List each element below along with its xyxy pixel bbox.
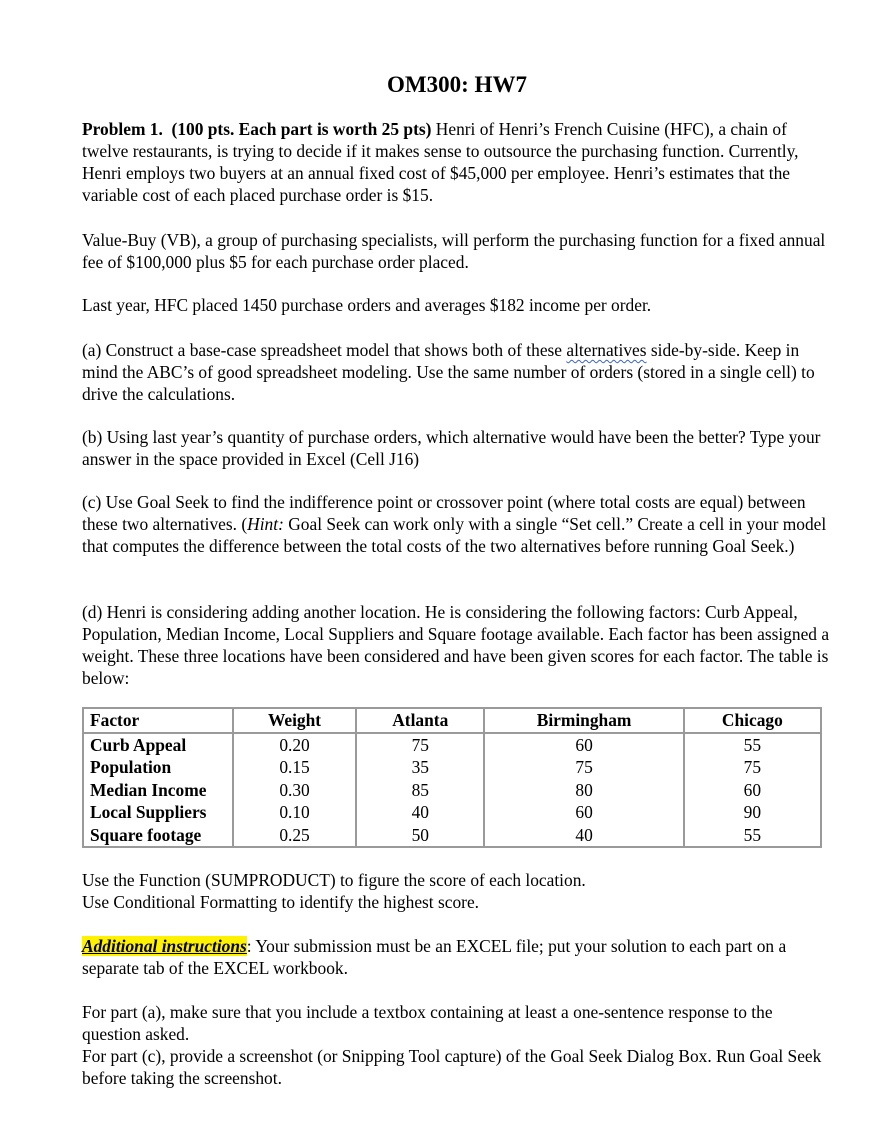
table-row	[83, 801, 821, 824]
factor-cell: Local Suppliers	[83, 801, 233, 824]
chicago-cell: 55	[684, 824, 821, 848]
sumproduct-instruction: Use the Function (SUMPRODUCT) to figure the score of each location.	[82, 870, 586, 890]
header-weight: Weight	[233, 708, 356, 733]
part-c-paragraph	[82, 491, 832, 557]
atlanta-cell: 35	[356, 756, 484, 779]
chicago-cell: 75	[684, 756, 821, 779]
birmingham-cell: 60	[484, 733, 683, 757]
hint-label: Hint:	[247, 514, 284, 534]
value-buy-paragraph: Value-Buy (VB), a group of purchasing specialists, will perform the purchasing function for a fixed annual fee of $100,000 plus $5 for each purchase order placed.	[82, 230, 826, 272]
atlanta-cell: 85	[356, 779, 484, 802]
weight-cell: 0.25	[233, 824, 356, 848]
weight-cell: 0.15	[233, 756, 356, 779]
last-year-paragraph: Last year, HFC placed 1450 purchase orders and averages $182 income per order.	[82, 295, 652, 315]
header-chicago: Chicago	[684, 708, 821, 733]
part-a-text-end: side-by-side. Keep in mind the ABC’s of good spreadsheet modeling. Use the same number of orders (stored in a single cell) to drive the calculations.	[82, 340, 815, 404]
part-c-text-end: Goal Seek can work only with a single “Set cell.” Create a cell in your model that computes the difference between the total costs of the two alternatives before running Goal Seek.)	[82, 514, 827, 556]
table-row	[83, 779, 821, 802]
factor-cell: Curb Appeal	[83, 733, 233, 757]
page-title: OM300: HW7	[387, 72, 527, 97]
atlanta-cell: 40	[356, 801, 484, 824]
birmingham-cell: 75	[484, 756, 683, 779]
part-d-paragraph: (d) Henri is considering adding another location. He is considering the following factors: Curb Appeal, Population, Median Income, Local Suppliers and Square footage available. Each factor has been assigned a weight. These three locations have been considered and have been given scores for each factor. The table is below:	[82, 602, 830, 688]
part-c-text-start: (c) Use Goal Seek to find the indifference point or crossover point (where total costs are equal) between these two alternatives. (	[82, 492, 806, 534]
atlanta-cell: 75	[356, 733, 484, 757]
part-a-note: For part (a), make sure that you include a textbox containing at least a one-sentence response to the question asked.	[82, 1002, 773, 1044]
chicago-cell: 55	[684, 733, 821, 757]
problem-body: Henri of Henri’s French Cuisine (HFC), a chain of twelve restaurants, is trying to decide if it makes sense to outsource the purchasing function. Currently, Henri employs two buyers at an annual fixed cost of $45,000 per employee. Henri’s estimates that the variable cost of each placed purchase order is $15.	[82, 119, 799, 205]
problem-1-paragraph	[82, 118, 832, 206]
part-a-text-start: (a) Construct a base-case spreadsheet model that shows both of these	[82, 340, 567, 360]
problem-label: Problem 1.	[82, 119, 163, 139]
part-c-note: For part (c), provide a screenshot (or Snipping Tool capture) of the Goal Seek Dialog Box. Run Goal Seek before taking the screenshot.	[82, 1046, 822, 1088]
conditional-formatting-instruction: Use Conditional Formatting to identify the highest score.	[82, 892, 480, 912]
header-birmingham: Birmingham	[484, 708, 683, 733]
birmingham-cell: 40	[484, 824, 683, 848]
chicago-cell: 90	[684, 801, 821, 824]
factor-cell: Median Income	[83, 779, 233, 802]
part-b-paragraph: (b) Using last year’s quantity of purchase orders, which alternative would have been the better? Type your answer in the space provided in Excel (Cell J16)	[82, 427, 821, 469]
factor-cell: Square footage	[83, 824, 233, 848]
header-atlanta: Atlanta	[356, 708, 484, 733]
factor-cell: Population	[83, 756, 233, 779]
birmingham-cell: 60	[484, 801, 683, 824]
atlanta-cell: 50	[356, 824, 484, 848]
header-factor: Factor	[83, 708, 233, 733]
additional-instructions-label: Additional instructions	[82, 936, 247, 956]
part-a-paragraph	[82, 339, 832, 405]
problem-points: (100 pts. Each part is worth 25 pts)	[171, 119, 432, 139]
location-score-table	[82, 707, 822, 848]
birmingham-cell: 80	[484, 779, 683, 802]
additional-instructions-text: : Your submission must be an EXCEL file; put your solution to each part on a separate tab of the EXCEL workbook.	[82, 936, 787, 978]
table-row	[83, 733, 821, 757]
chicago-cell: 60	[684, 779, 821, 802]
additional-instructions-paragraph	[82, 935, 832, 979]
weight-cell: 0.30	[233, 779, 356, 802]
spellcheck-word: alternatives	[566, 340, 647, 360]
table-row	[83, 824, 821, 848]
table-header-row	[83, 708, 821, 733]
table-row	[83, 756, 821, 779]
weight-cell: 0.10	[233, 801, 356, 824]
weight-cell: 0.20	[233, 733, 356, 757]
